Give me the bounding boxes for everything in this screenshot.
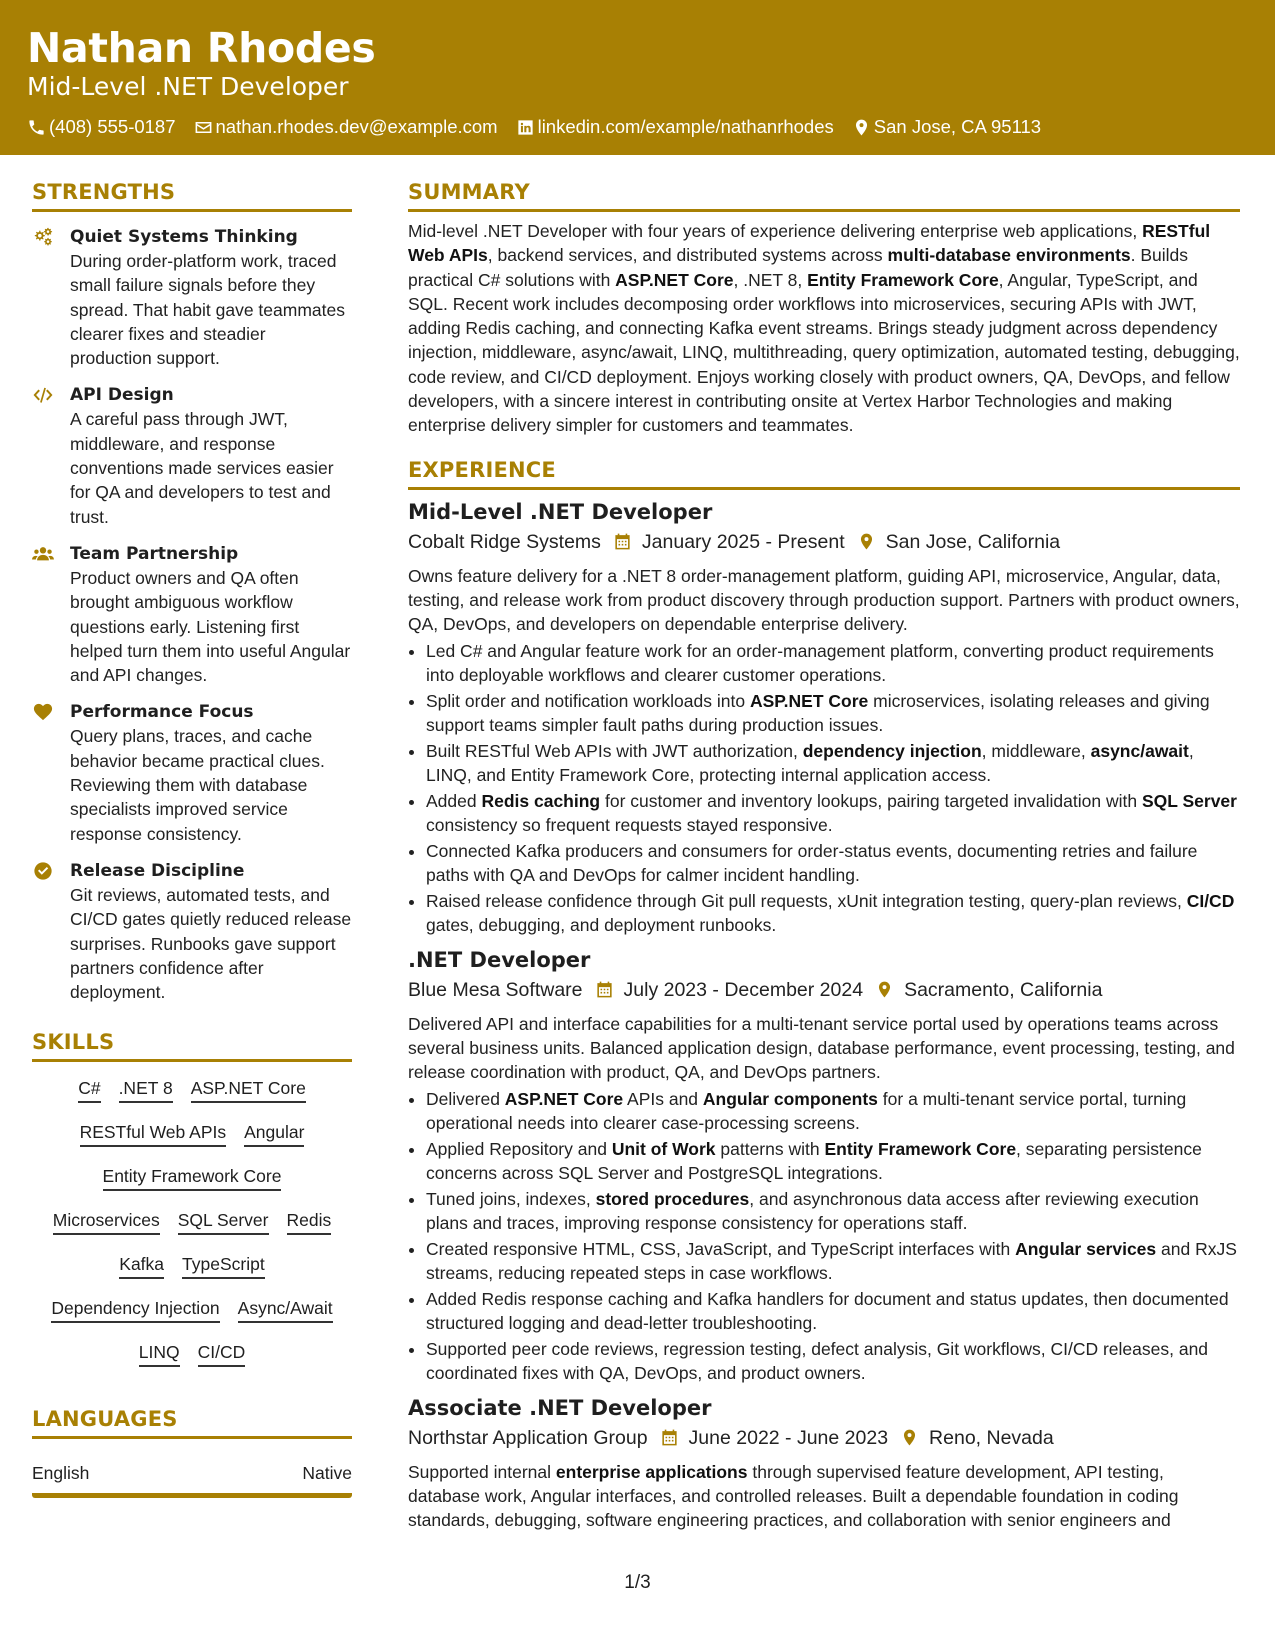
- experience-heading: EXPERIENCE: [408, 456, 1240, 490]
- job-bullet: • Supported peer code reviews, regression testing, defect analysis, Git workflows, CI/CD releases, and coordinated fixes with QA, DevOps, and product owners.: [426, 1337, 1240, 1386]
- strengths-heading: STRENGTHS: [32, 178, 352, 212]
- skill-tag: TypeScript: [182, 1252, 265, 1279]
- strength-title: Release Discipline: [70, 860, 245, 881]
- skill-tag: RESTful Web APIs: [80, 1120, 227, 1147]
- skill-row: [32, 1164, 352, 1191]
- job-entry: [408, 498, 1240, 938]
- job-bullet: • Added Redis caching for customer and inventory lookups, pairing targeted invalidation with SQL Server consistency so frequent requests stayed responsive.: [426, 789, 1240, 838]
- resume-header: [0, 0, 1275, 155]
- job-title: .NET Developer: [408, 947, 591, 972]
- strength-title: Quiet Systems Thinking: [70, 227, 298, 247]
- calendar-icon: [595, 980, 614, 999]
- envelope-icon: [194, 118, 213, 137]
- job-location: Sacramento, California: [904, 978, 1103, 1001]
- contact-email[interactable]: [194, 116, 498, 138]
- map-pin-icon: [852, 118, 871, 137]
- job-bullets: [408, 639, 1240, 938]
- users-icon: [32, 544, 54, 564]
- job-bullet: • Applied Repository and Unit of Work patterns with Entity Framework Core, separating persistence concerns across SQL Server and PostgreSQL integrations.: [426, 1137, 1240, 1186]
- job-title: Associate .NET Developer: [408, 1395, 712, 1420]
- skill-tag: SQL Server: [178, 1208, 269, 1235]
- linkedin-text: linkedin.com/example/nathanrhodes: [537, 116, 834, 137]
- map-pin-icon: [900, 1428, 919, 1447]
- map-pin-icon: [875, 980, 894, 999]
- skill-row: [32, 1252, 352, 1279]
- job-title: Mid-Level .NET Developer: [408, 499, 713, 524]
- skill-tag: Async/Await: [238, 1296, 333, 1323]
- job-entry: [408, 946, 1240, 1386]
- strength-description: Query plans, traces, and cache behavior became practical clues. Reviewing them with database specialists improved service response consistency.: [70, 726, 325, 844]
- job-company: Northstar Application Group: [408, 1426, 648, 1449]
- language-level: Native: [302, 1463, 352, 1484]
- job-bullet: • Tuned joins, indexes, stored procedures, and asynchronous data access after reviewing execution plans and traces, improving response consistency for operations staff.: [426, 1187, 1240, 1236]
- linkedin-icon: [516, 118, 535, 137]
- skill-row: [32, 1076, 352, 1103]
- job-bullet: • Raised release confidence through Git pull requests, xUnit integration testing, query-plan reviews, CI/CD gates, debugging, and deployment runbooks.: [426, 889, 1240, 938]
- job-bullets: [408, 1087, 1240, 1386]
- right-column: [408, 178, 1240, 1532]
- candidate-role: Mid-Level .NET Developer: [27, 72, 349, 101]
- strength-item: [32, 383, 352, 528]
- candidate-name: Nathan Rhodes: [27, 24, 376, 72]
- job-meta: [408, 1424, 1240, 1452]
- map-pin-icon: [857, 532, 876, 551]
- strength-description: Product owners and QA often brought ambiguous workflow questions early. Listening first helped turn them into useful Angular and API changes.: [70, 567, 351, 686]
- page-number: 1/3: [624, 1572, 651, 1593]
- contact-linkedin[interactable]: [516, 116, 834, 138]
- job-description: Delivered API and interface capabilities for a multi-tenant service portal used by operations teams across several business units. Balanced application design, database performance, event processing, testing, and release coordination with product, QA, and DevOps partners.: [408, 1013, 1235, 1083]
- skill-tag: ASP.NET Core: [191, 1076, 306, 1103]
- skill-row: [32, 1208, 352, 1235]
- strength-description: Git reviews, automated tests, and CI/CD gates quietly reduced release surprises. Runbooks gave support partners confidence after deployment.: [70, 884, 352, 1003]
- job-meta: [408, 528, 1240, 556]
- gears-icon: [32, 227, 54, 247]
- skill-tag: Angular: [244, 1120, 304, 1147]
- strength-item: [32, 542, 352, 687]
- code-icon: [32, 385, 54, 405]
- contact-location: [852, 116, 1041, 138]
- strength-item: [32, 700, 352, 845]
- job-bullet: • Split order and notification workloads into ASP.NET Core microservices, isolating releases and giving support teams simpler fault paths during production issues.: [426, 689, 1240, 738]
- job-dates: June 2022 - June 2023: [688, 1426, 889, 1449]
- job-description: Supported internal enterprise applications through supervised feature development, API testing, database work, Angular interfaces, and controlled releases. Built a dependable foundation in coding standards, debugging, software engineering practices, and collaboration with senior engineers and: [408, 1461, 1179, 1531]
- skill-tag: Microservices: [53, 1208, 160, 1235]
- job-bullet: • Connected Kafka producers and consumers for order-status events, documenting retries and failure paths with QA and DevOps for calmer incident handling.: [426, 839, 1240, 888]
- calendar-icon: [613, 532, 632, 551]
- skill-tag: C#: [78, 1076, 100, 1103]
- check-circle-icon: [32, 861, 54, 881]
- job-bullet: • Delivered ASP.NET Core APIs and Angular components for a multi-tenant service portal, turning operational needs into clearer case-processing screens.: [426, 1087, 1240, 1136]
- strength-title: Team Partnership: [70, 543, 239, 564]
- language-item: [32, 1461, 352, 1498]
- heart-icon: [32, 702, 54, 722]
- skill-tag: LINQ: [139, 1340, 180, 1367]
- skill-tag: Dependency Injection: [51, 1296, 219, 1323]
- job-location: Reno, Nevada: [929, 1426, 1054, 1449]
- job-entry: [408, 1394, 1240, 1533]
- calendar-icon: [660, 1428, 679, 1447]
- skill-tag: .NET 8: [119, 1076, 173, 1103]
- strength-title: Performance Focus: [70, 702, 254, 723]
- email-text: nathan.rhodes.dev@example.com: [215, 116, 498, 137]
- language-name: English: [32, 1463, 90, 1484]
- summary-heading: SUMMARY: [408, 178, 1240, 212]
- job-company: Cobalt Ridge Systems: [408, 530, 601, 553]
- job-bullet: • Added Redis response caching and Kafka handlers for document and status updates, then documented structured logging and dead-letter troubleshooting.: [426, 1287, 1240, 1336]
- summary-text: Mid-level .NET Developer with four years of experience delivering enterprise web applications, RESTful Web APIs, backend services, and distributed systems across multi-database environments. Builds practical C# solutions with ASP.NET Core, .NET 8, Entity Framework Core, Angular, TypeScript, and SQL. Recent work includes decomposing order workflows into microservices, securing APIs with JWT, adding Redis caching, and connecting Kafka event streams. Brings steady judgment across dependency injection, middleware, async/await, LINQ, multithreading, query optimization, automated testing, debugging, code review, and CI/CD deployment. Enjoys working closely with product owners, QA, DevOps, and fellow developers, with a sincere interest in contributing onsite at Vertex Harbor Technologies and making enterprise delivery simpler for customers and teammates.: [408, 221, 1240, 436]
- job-bullet: • Created responsive HTML, CSS, JavaScript, and TypeScript interfaces with Angular services and RxJS streams, reducing repeated steps in case workflows.: [426, 1237, 1240, 1286]
- languages-heading: LANGUAGES: [32, 1405, 352, 1439]
- skill-row: [32, 1296, 352, 1323]
- job-company: Blue Mesa Software: [408, 978, 583, 1001]
- strength-item: [32, 225, 352, 370]
- skill-tag: CI/CD: [198, 1340, 246, 1367]
- left-column: [32, 178, 352, 1498]
- skill-row: [32, 1120, 352, 1147]
- skill-tag: Kafka: [119, 1252, 164, 1279]
- strength-item: [32, 859, 352, 1004]
- job-dates: July 2023 - December 2024: [623, 978, 864, 1001]
- strength-description: During order-platform work, traced small failure signals before they spread. That habit gave teammates clearer fixes and steadier production support.: [70, 251, 345, 369]
- job-meta: [408, 976, 1240, 1004]
- strength-title: API Design: [70, 385, 174, 406]
- skills-list: [32, 1076, 352, 1367]
- skills-heading: SKILLS: [32, 1028, 352, 1062]
- skill-row: [32, 1340, 352, 1367]
- location-text: San Jose, CA 95113: [873, 116, 1042, 137]
- contact-phone[interactable]: [27, 116, 176, 138]
- phone-icon: [27, 118, 46, 137]
- job-dates: January 2025 - Present: [641, 530, 845, 553]
- skill-tag: Redis: [287, 1208, 332, 1235]
- phone-text: (408) 555-0187: [49, 116, 176, 137]
- skill-tag: Entity Framework Core: [103, 1164, 282, 1191]
- job-description: Owns feature delivery for a .NET 8 order-management platform, guiding API, microservice, Angular, data, testing, and release work from product discovery through production support. Partners with product owners, QA, DevOps, and developers on dependable enterprise delivery.: [408, 565, 1240, 635]
- strength-description: A careful pass through JWT, middleware, and response conventions made services easier for QA and developers to test and trust.: [70, 409, 334, 527]
- job-bullet: • Led C# and Angular feature work for an order-management platform, converting product requirements into deployable workflows and clearer customer operations.: [426, 639, 1240, 688]
- contact-bar: [27, 116, 1248, 138]
- job-bullet: • Built RESTful Web APIs with JWT authorization, dependency injection, middleware, async/await, LINQ, and Entity Framework Core, protecting internal application access.: [426, 739, 1240, 788]
- job-location: San Jose, California: [885, 530, 1061, 553]
